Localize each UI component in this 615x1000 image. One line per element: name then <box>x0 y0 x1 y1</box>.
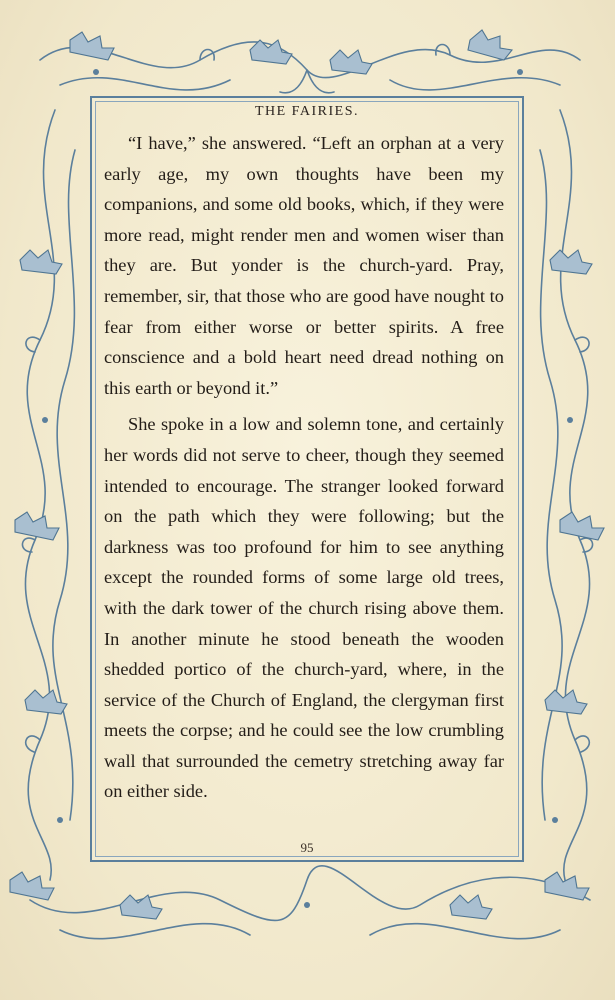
body-text <box>104 128 504 807</box>
running-head: THE FAIRIES. <box>254 104 360 119</box>
paragraph: “I have,” she answered. “Left an orphan at a very early age, my own thoughts have been my companions, and some old books, which, if they were more read, might render men and women wiser than they are. But yonder is the church-yard. Pray, remember, sir, that those who are good have nought to fear from either worse or better spirits. A free conscience and a bold heart need dread nothing on this earth or beyond it.” <box>104 133 504 398</box>
page-number: 95 <box>300 840 314 855</box>
paragraph: She spoke in a low and solemn tone, and certainly her words did not serve to cheer, though they seemed intended to encourage. The stranger looked forward on the path which they were following; but the darkness was too profound for him to see anything except the rounded forms of some large old trees, with the dark tower of the church rising above them. In another minute he stood beneath the wooden shedded portico of the church-yard, where, in the service of the Church of England, the clergyman first meets the corpse; and he could see the low crumbling wall that surrounded the cemetry stretching away far on either side. <box>104 414 504 802</box>
